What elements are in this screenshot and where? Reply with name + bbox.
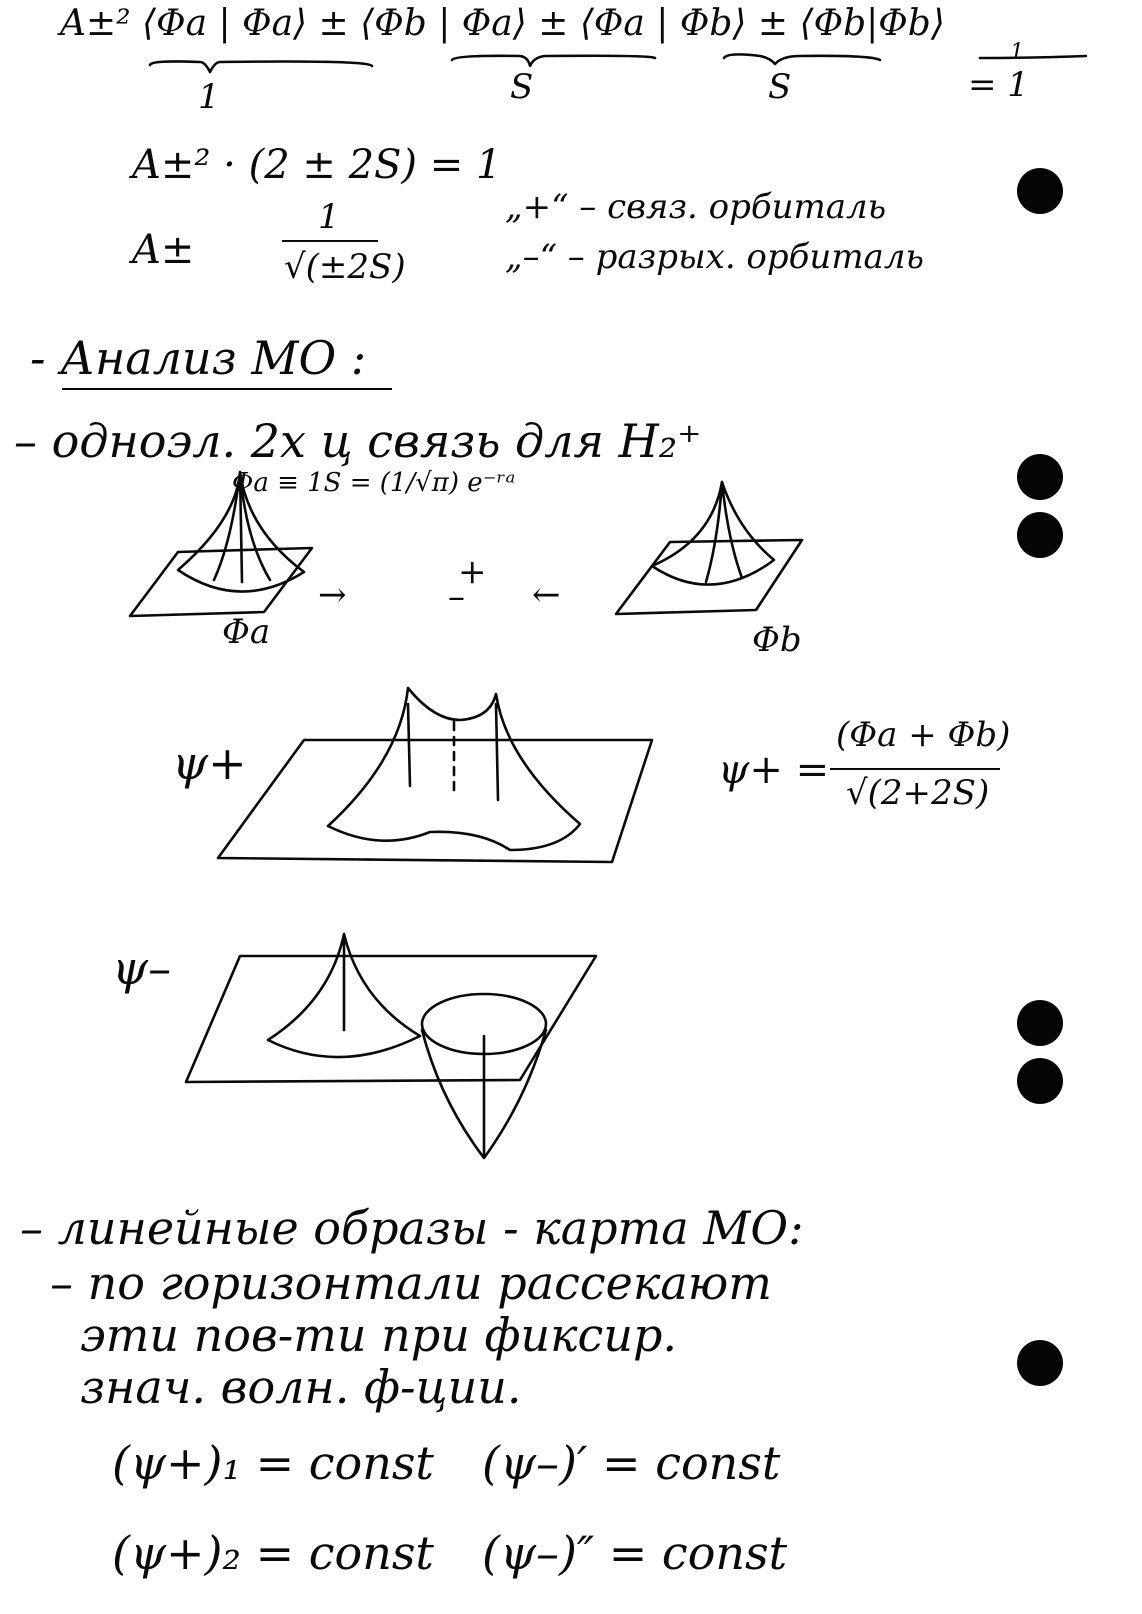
text-line-3: эти пов-ти при фиксир.: [80, 1308, 678, 1362]
psi-plus-formula-lhs: ψ+ =: [718, 747, 830, 793]
normalization-constant-lhs: A±: [132, 227, 195, 273]
psi-minus-label: ψ–: [112, 941, 172, 995]
const-eq-psi-minus-prime: (ψ–)′ = const: [482, 1436, 781, 1490]
one-over-label: 1: [1010, 40, 1024, 65]
arrow-right-icon: →: [318, 575, 347, 615]
plus-sign: +: [458, 552, 487, 592]
phi-a-cone: [178, 472, 304, 592]
text-line-2: – по горизонтали рассекают: [50, 1256, 772, 1310]
equals-one-label: = 1: [968, 65, 1029, 105]
brace-label-overlap-aa: 1: [198, 77, 220, 117]
brace-3: [724, 54, 880, 64]
psi-plus-formula-denominator: √(2+2S): [846, 773, 990, 813]
arrow-left-icon: ←: [532, 575, 561, 615]
const-eq-psi-minus-double-prime: (ψ–)″ = const: [482, 1526, 788, 1580]
phi-b-plane: [616, 540, 802, 614]
brace-1: [150, 61, 372, 72]
minus-sign: –: [448, 577, 465, 617]
section-title: - Анализ МО :: [30, 331, 367, 385]
psi-plus-label: ψ+: [172, 736, 247, 790]
normalization-constant-numerator: 1: [318, 197, 340, 237]
brace-label-overlap-ab: S: [768, 67, 792, 107]
psi-minus-positive-lobe: [268, 934, 420, 1057]
text-line-4: знач. волн. ф-ции.: [80, 1360, 522, 1414]
h2-ion-line: – одноэл. 2х ц связь для H₂⁺: [14, 414, 702, 468]
brace-2: [452, 56, 655, 66]
phi-b-label: Φb: [752, 620, 802, 660]
psi-minus-negative-lobe: [422, 1030, 546, 1158]
psi-plus-plane: [218, 740, 652, 862]
const-eq-psi-plus-2: (ψ+)₂ = const: [112, 1526, 434, 1580]
brace-4: [980, 56, 1086, 58]
phi-b-cone: [652, 482, 774, 585]
normalization-constant-denominator: √(±2S): [284, 247, 406, 287]
phi-a-definition: Φa ≡ 1S = (1/√π) e⁻ʳᵃ: [232, 468, 516, 498]
normalization-step-equation: A±² · (2 ± 2S) = 1: [132, 142, 502, 188]
psi-plus-formula-numerator: (Φa + Φb): [836, 715, 1011, 755]
const-eq-psi-plus-1: (ψ+)₁ = const: [112, 1436, 434, 1490]
text-line-1: – линейные образы - карта МО:: [20, 1201, 804, 1255]
phi-a-label: Φa: [222, 612, 271, 652]
normalization-equation: A±² ⟨Φa | Φa⟩ ± ⟨Φb | Φa⟩ ± ⟨Φa | Φb⟩ ± ⟨Φb|Φb⟩: [60, 3, 945, 44]
antibonding-orbital-note: „–“ – разрых. орбиталь: [505, 237, 924, 277]
brace-label-overlap-ba: S: [510, 67, 534, 107]
bonding-orbital-note: „+“ – связ. орбиталь: [505, 187, 887, 227]
